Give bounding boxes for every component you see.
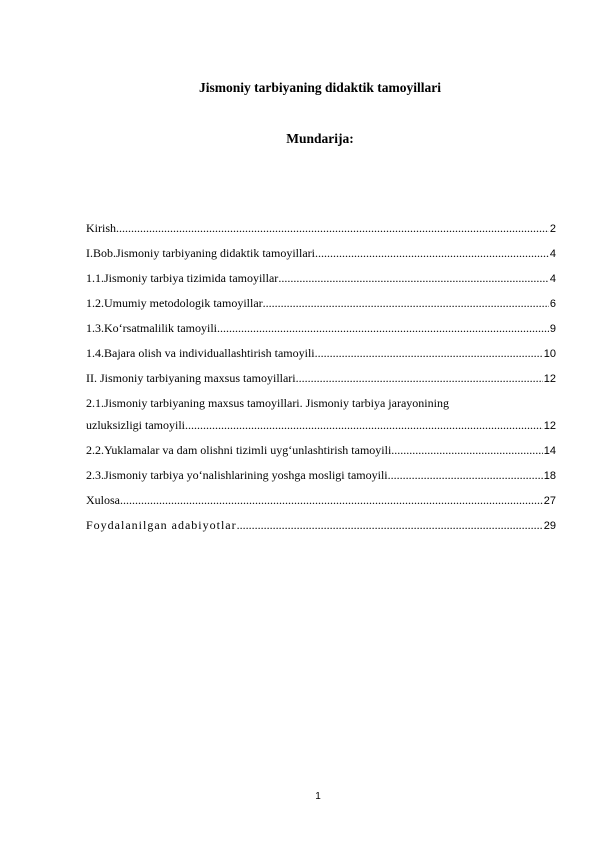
dot-leader: [263, 295, 549, 311]
toc-entry-chapter-1[interactable]: [86, 245, 556, 261]
toc-entry-page: 10: [543, 348, 556, 360]
toc-entry-page: 4: [549, 273, 556, 285]
dot-leader: [116, 220, 549, 236]
toc-entry-label-line1: 2.1.Jismoniy tarbiyaning maxsus tamoyillari. Jismoniy tarbiya jarayonining: [86, 396, 449, 410]
toc-entry-page: 29: [543, 520, 556, 532]
toc-entry-label: 1.3.Ko‘rsatmalilik tamoyili: [86, 321, 217, 335]
dot-leader: [217, 320, 549, 336]
toc-entry-label: 2.2.Yuklamalar va dam olishni tizimli uyg‘unlashtirish tamoyili: [86, 443, 392, 457]
toc-entry-label: Foydalanilgan adabiyotlar: [86, 518, 237, 532]
toc-entry-references[interactable]: [86, 517, 556, 533]
toc-entry-label: 1.4.Bajara olish va individuallashtirish tamoyili: [86, 346, 315, 360]
toc-entry-chapter-2[interactable]: [86, 370, 556, 386]
toc-entry-label: 2.3.Jismoniy tarbiya yo‘nalishlarining yoshga mosligi tamoyili: [86, 468, 388, 482]
dot-leader: [315, 345, 543, 361]
toc-entry-section-1-3[interactable]: [86, 320, 556, 336]
dot-leader: [296, 370, 543, 386]
dot-leader: [315, 245, 549, 261]
toc-entry-section-2-2[interactable]: [86, 442, 556, 458]
toc-entry-label: II. Jismoniy tarbiyaning maxsus tamoyillari: [86, 371, 296, 385]
toc-entry-section-1-1[interactable]: [86, 270, 556, 286]
toc-entry-section-2-1[interactable]: [86, 395, 556, 433]
toc-heading: Mundarija:: [286, 131, 354, 146]
toc-entry-page: 4: [549, 248, 556, 260]
toc-entry-kirish[interactable]: [86, 220, 556, 236]
toc-entry-label: I.Bob.Jismoniy tarbiyaning didaktik tamoyillari: [86, 246, 315, 260]
dot-leader: [391, 442, 542, 458]
toc-entry-page: 12: [543, 420, 556, 432]
toc-entry-page: 27: [543, 495, 556, 507]
toc-entry-section-2-3[interactable]: [86, 467, 556, 483]
toc-entry-label: Xulosa: [86, 493, 120, 507]
toc-entry-label: 1.1.Jismoniy tarbiya tizimida tamoyillar: [86, 271, 279, 285]
table-of-contents: [86, 220, 556, 542]
toc-entry-page: 9: [549, 323, 556, 335]
document-title: Jismoniy tarbiyaning didaktik tamoyillari: [199, 80, 441, 95]
toc-entry-page: 18: [543, 470, 556, 482]
toc-entry-page: 6: [549, 298, 556, 310]
toc-entry-xulosa[interactable]: [86, 492, 556, 508]
toc-entry-page: 2: [549, 223, 556, 235]
toc-entry-section-1-4[interactable]: [86, 345, 556, 361]
dot-leader: [388, 467, 543, 483]
dot-leader: [278, 270, 549, 286]
toc-entry-label: uzluksizligi tamoyili: [86, 418, 185, 432]
toc-entry-label: Kirish: [86, 221, 116, 235]
toc-entry-page: 12: [543, 373, 556, 385]
toc-entry-section-1-2[interactable]: [86, 295, 556, 311]
dot-leader: [185, 417, 543, 433]
toc-entry-label: 1.2.Umumiy metodologik tamoyillar: [86, 296, 263, 310]
toc-entry-page: 14: [543, 445, 556, 457]
dot-leader: [237, 517, 543, 533]
dot-leader: [120, 492, 543, 508]
page-number: 1: [315, 791, 321, 802]
